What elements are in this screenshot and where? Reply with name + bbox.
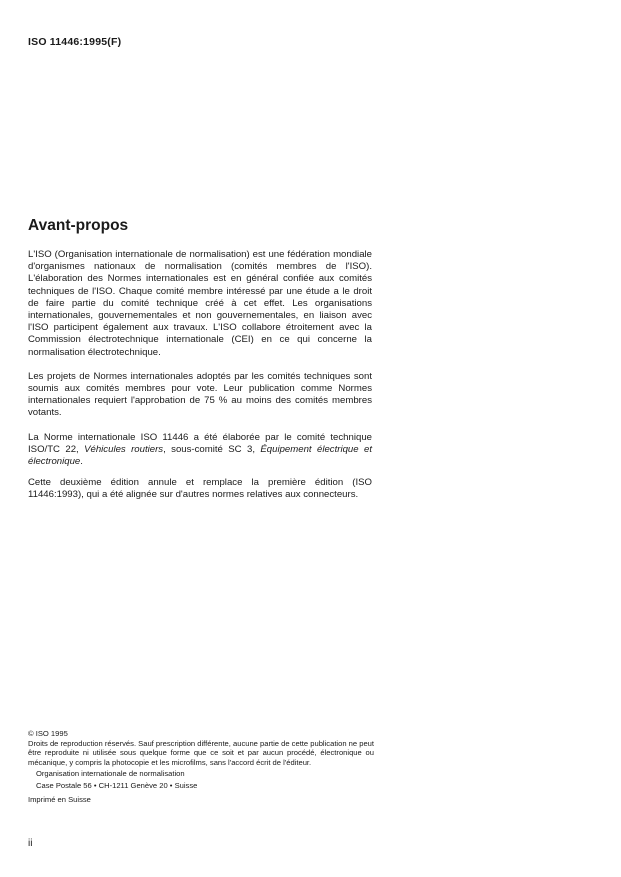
committee-name: Véhicules routiers (84, 443, 164, 455)
organisation-name: Organisation internationale de normalisation (36, 769, 185, 779)
copyright-notice: Droits de reproduction réservés. Sauf prescription différente, aucune partie de cette publication ne peut être reproduite ni utilisée sous quelque forme que ce soit et par aucun procédé, électronique ou mécanique, y compris la photocopie et les microfilms, sans l'accord écrit de l'éditeur. (28, 738, 375, 767)
section-title: Avant-propos (28, 217, 129, 234)
copyright-line: © ISO 1995 (28, 729, 68, 738)
organisation-address: Case Postale 56 • CH-1211 Genève 20 • Suisse (36, 780, 198, 790)
foreword-paragraph-2: Les projets de Normes internationales adoptés par les comités techniques sont soumis aux comités membres pour vote. Leur publication comme Normes internationales requiert l'approbation de 75 % au moins des comités membres votants. (28, 370, 372, 419)
document-code: ISO 11446:1995(F) (28, 36, 122, 48)
paragraph-3-text: . (80, 456, 83, 468)
printed-in: Imprimé en Suisse (28, 794, 91, 804)
subcommittee-name: Équipement électrique et électronique (28, 443, 372, 468)
foreword-body (28, 249, 372, 514)
copyright-block (28, 729, 374, 804)
paragraph-3-text: , sous-comité SC 3, (163, 443, 261, 455)
foreword-paragraph-3 (28, 432, 372, 469)
paragraph-3-text: La Norme internationale ISO 11446 a été élaborée par le comité technique ISO/TC 22, (28, 431, 372, 455)
foreword-paragraph-4: Cette deuxième édition annule et remplace la première édition (ISO 11446:1993), qui a été alignée sur d'autres normes relatives aux connecteurs. (28, 477, 372, 501)
page-number: ii (28, 838, 33, 849)
foreword-paragraph-1: L'ISO (Organisation internationale de normalisation) est une fédération mondiale d'organismes nationaux de normalisation (comités membres de l'ISO). L'élaboration des Normes internationales est en général confiée aux comités techniques de l'ISO. Chaque comité membre intéressé par une étude a le droit de faire partie du comité technique créé à cet effet. Les organisations internationales, gouvernementales et non gouvernementales, en liaison avec l'ISO participent également aux travaux. L'ISO collabore étroitement avec la Commission électrotechnique internationale (CEI) en ce qui concerne la normalisation électrotechnique. (28, 249, 372, 358)
